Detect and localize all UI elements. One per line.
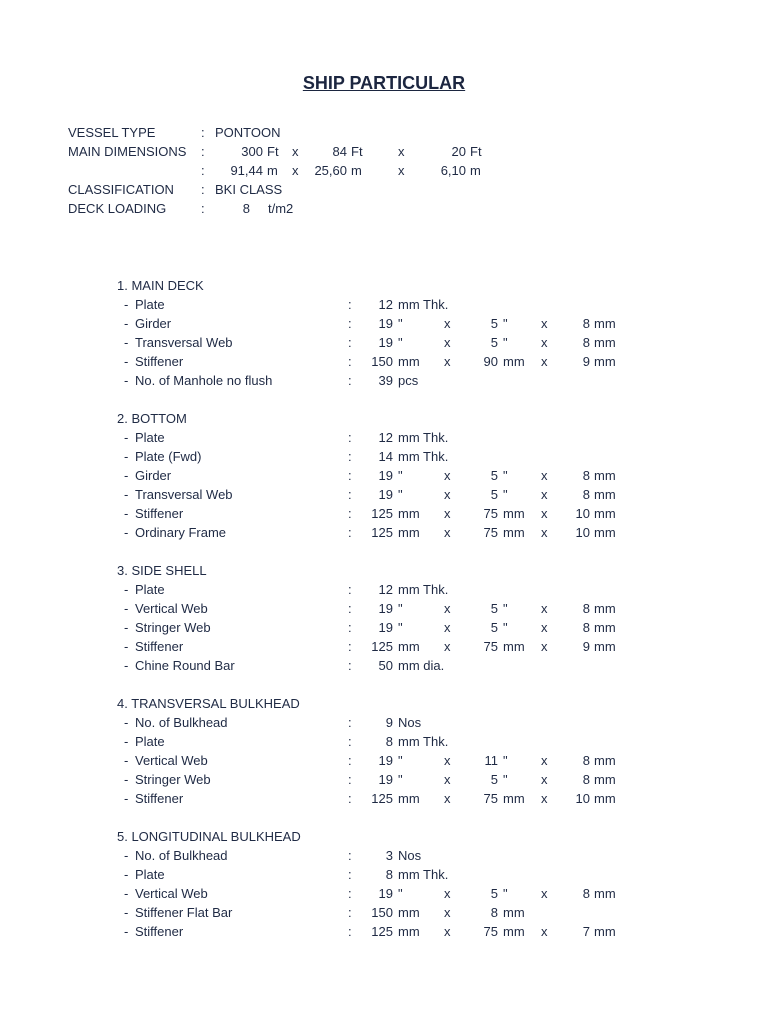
value-1: 19	[378, 601, 393, 616]
unit-1: "	[398, 316, 403, 331]
unit-2: "	[503, 335, 508, 350]
unit-2: "	[503, 468, 508, 483]
times-sign: x	[444, 924, 451, 939]
value-2: 5	[490, 316, 498, 331]
colon: :	[348, 316, 352, 331]
unit-2: mm	[503, 639, 525, 654]
value-2: 5	[490, 772, 498, 787]
row-dash: -	[124, 449, 129, 464]
unit-3: mm	[594, 620, 616, 635]
times-sign: x	[444, 506, 451, 521]
colon: :	[201, 163, 205, 178]
colon: :	[348, 753, 352, 768]
unit-1: "	[398, 601, 403, 616]
dimension-value: 6,10	[440, 163, 466, 178]
section-heading: 5. LONGITUDINAL BULKHEAD	[117, 829, 301, 844]
value-1: 12	[378, 430, 393, 445]
row-label: Stiffener	[135, 354, 184, 369]
colon: :	[201, 182, 205, 197]
value-3: 8	[582, 753, 590, 768]
colon: :	[348, 715, 352, 730]
times-sign: x	[541, 487, 548, 502]
value-2: 5	[490, 335, 498, 350]
times-sign: x	[541, 639, 548, 654]
colon: :	[348, 734, 352, 749]
times-sign: x	[541, 601, 548, 616]
page-title: SHIP PARTICULAR	[302, 73, 466, 93]
section-heading-row	[0, 561, 768, 580]
unit-2: "	[503, 487, 508, 502]
row-label: Plate (Fwd)	[135, 449, 202, 464]
row-dash: -	[124, 658, 129, 673]
row-label: No. of Manhole no flush	[135, 373, 273, 388]
dimension-value: 300	[241, 144, 263, 159]
general-label: VESSEL TYPE	[68, 125, 156, 140]
colon: :	[348, 430, 352, 445]
row-label: Vertical Web	[135, 601, 208, 616]
row-label: Plate	[135, 867, 165, 882]
row-dash: -	[124, 639, 129, 654]
value-1: 9	[385, 715, 393, 730]
row-label: Stringer Web	[135, 772, 211, 787]
row-dash: -	[124, 525, 129, 540]
spec-row	[0, 922, 768, 941]
row-dash: -	[124, 316, 129, 331]
row-dash: -	[124, 772, 129, 787]
spec-row	[0, 656, 768, 675]
colon: :	[348, 449, 352, 464]
times-sign: x	[444, 487, 451, 502]
row-dash: -	[124, 620, 129, 635]
value-3: 9	[582, 354, 590, 369]
value-1: 125	[371, 525, 393, 540]
unit-3: mm	[594, 354, 616, 369]
value-3: 8	[582, 487, 590, 502]
unit-3: mm	[594, 487, 616, 502]
times-sign: x	[444, 753, 451, 768]
row-dash: -	[124, 468, 129, 483]
unit-1: mm	[398, 506, 420, 521]
section-heading: 2. BOTTOM	[117, 411, 187, 426]
dimension-unit: m	[267, 163, 278, 178]
value-3: 8	[582, 620, 590, 635]
value-3: 8	[582, 316, 590, 331]
value-3: 8	[582, 335, 590, 350]
colon: :	[348, 772, 352, 787]
value-2: 5	[490, 886, 498, 901]
value-2: 75	[483, 639, 498, 654]
value-2: 75	[483, 924, 498, 939]
unit-3: mm	[594, 924, 616, 939]
spec-section	[0, 409, 768, 542]
dimension-value: 20	[451, 144, 466, 159]
times-sign: x	[444, 601, 451, 616]
unit-1: mm Thk.	[398, 297, 449, 312]
colon: :	[348, 905, 352, 920]
unit-1: Nos	[398, 715, 422, 730]
dimension-value: 91,44	[230, 163, 263, 178]
dimension-value: 25,60	[314, 163, 347, 178]
colon: :	[348, 487, 352, 502]
dimension-value: 84	[332, 144, 347, 159]
unit-2: "	[503, 886, 508, 901]
spec-row	[0, 884, 768, 903]
unit-1: mm dia.	[398, 658, 445, 673]
row-dash: -	[124, 582, 129, 597]
unit-3: mm	[594, 886, 616, 901]
dimension-unit: Ft	[267, 144, 279, 159]
spec-section	[0, 276, 768, 390]
unit-2: mm	[503, 354, 525, 369]
value-1: 19	[378, 772, 393, 787]
spec-row	[0, 637, 768, 656]
unit-1: mm Thk.	[398, 430, 449, 445]
general-value: PONTOON	[215, 125, 281, 140]
spec-row	[0, 485, 768, 504]
dimension-unit: Ft	[351, 144, 363, 159]
value-2: 75	[483, 525, 498, 540]
unit-2: "	[503, 316, 508, 331]
spec-row	[0, 314, 768, 333]
times-sign: x	[444, 335, 451, 350]
unit-2: "	[503, 620, 508, 635]
times-sign: x	[541, 354, 548, 369]
times-sign: x	[398, 163, 405, 178]
value-3: 10	[575, 506, 590, 521]
colon: :	[348, 297, 352, 312]
row-label: Stiffener	[135, 924, 184, 939]
row-dash: -	[124, 335, 129, 350]
value-3: 10	[575, 525, 590, 540]
unit-2: mm	[503, 791, 525, 806]
times-sign: x	[541, 772, 548, 787]
times-sign: x	[541, 620, 548, 635]
spec-section	[0, 694, 768, 808]
colon: :	[348, 525, 352, 540]
colon: :	[348, 335, 352, 350]
unit-1: "	[398, 886, 403, 901]
row-dash: -	[124, 924, 129, 939]
unit-1: mm Thk.	[398, 582, 449, 597]
row-label: Plate	[135, 582, 165, 597]
row-label: No. of Bulkhead	[135, 715, 228, 730]
spec-row	[0, 447, 768, 466]
row-dash: -	[124, 867, 129, 882]
spec-row	[0, 751, 768, 770]
general-label: MAIN DIMENSIONS	[68, 144, 187, 159]
spec-row	[0, 352, 768, 371]
row-label: Stiffener	[135, 791, 184, 806]
unit-1: "	[398, 487, 403, 502]
value-1: 150	[371, 354, 393, 369]
value-1: 50	[378, 658, 393, 673]
colon: :	[348, 886, 352, 901]
row-label: Transversal Web	[135, 487, 233, 502]
spec-row	[0, 523, 768, 542]
times-sign: x	[292, 163, 299, 178]
row-label: Girder	[135, 316, 172, 331]
unit-1: "	[398, 468, 403, 483]
times-sign: x	[541, 525, 548, 540]
value-3: 8	[582, 601, 590, 616]
colon: :	[348, 582, 352, 597]
spec-row	[0, 580, 768, 599]
colon: :	[201, 144, 205, 159]
spec-row	[0, 295, 768, 314]
spec-row	[0, 371, 768, 390]
colon: :	[348, 601, 352, 616]
times-sign: x	[444, 468, 451, 483]
spec-row	[0, 428, 768, 447]
row-label: Chine Round Bar	[135, 658, 235, 673]
times-sign: x	[541, 886, 548, 901]
spec-row	[0, 846, 768, 865]
value-1: 19	[378, 487, 393, 502]
colon: :	[348, 354, 352, 369]
spec-row	[0, 770, 768, 789]
unit-1: mm Thk.	[398, 449, 449, 464]
times-sign: x	[444, 772, 451, 787]
value-1: 125	[371, 791, 393, 806]
times-sign: x	[444, 316, 451, 331]
colon: :	[201, 201, 205, 216]
times-sign: x	[541, 791, 548, 806]
colon: :	[348, 658, 352, 673]
row-label: Stringer Web	[135, 620, 211, 635]
dimension-unit: Ft	[470, 144, 482, 159]
value-2: 75	[483, 506, 498, 521]
times-sign: x	[541, 506, 548, 521]
unit-2: mm	[503, 506, 525, 521]
unit-2: "	[503, 753, 508, 768]
times-sign: x	[444, 905, 451, 920]
times-sign: x	[444, 791, 451, 806]
row-label: Stiffener	[135, 639, 184, 654]
unit-1: mm	[398, 354, 420, 369]
row-label: Vertical Web	[135, 886, 208, 901]
value-2: 5	[490, 620, 498, 635]
colon: :	[201, 125, 205, 140]
value-1: 12	[378, 297, 393, 312]
colon: :	[348, 373, 352, 388]
spec-section	[0, 561, 768, 675]
general-unit: t/m2	[268, 201, 294, 216]
value-1: 8	[385, 734, 393, 749]
times-sign: x	[541, 753, 548, 768]
times-sign: x	[444, 886, 451, 901]
spec-section	[0, 827, 768, 941]
unit-3: mm	[594, 506, 616, 521]
value-1: 19	[378, 335, 393, 350]
row-dash: -	[124, 601, 129, 616]
colon: :	[348, 639, 352, 654]
row-dash: -	[124, 753, 129, 768]
row-dash: -	[124, 715, 129, 730]
section-heading-row	[0, 276, 768, 295]
unit-2: mm	[503, 525, 525, 540]
spec-row	[0, 713, 768, 732]
times-sign: x	[541, 335, 548, 350]
section-heading-row	[0, 827, 768, 846]
row-dash: -	[124, 487, 129, 502]
value-2: 5	[490, 601, 498, 616]
times-sign: x	[398, 144, 405, 159]
row-label: Plate	[135, 734, 165, 749]
row-label: Transversal Web	[135, 335, 233, 350]
row-dash: -	[124, 430, 129, 445]
spec-row	[0, 732, 768, 751]
unit-3: mm	[594, 335, 616, 350]
times-sign: x	[541, 316, 548, 331]
value-3: 7	[582, 924, 590, 939]
unit-3: mm	[594, 468, 616, 483]
value-3: 8	[582, 772, 590, 787]
row-dash: -	[124, 791, 129, 806]
spec-row	[0, 333, 768, 352]
value-1: 12	[378, 582, 393, 597]
row-label: Ordinary Frame	[135, 525, 227, 540]
unit-1: mm	[398, 525, 420, 540]
spec-row	[0, 504, 768, 523]
value-1: 19	[378, 886, 393, 901]
unit-1: mm	[398, 905, 420, 920]
colon: :	[348, 791, 352, 806]
value-1: 125	[371, 506, 393, 521]
value-1: 125	[371, 639, 393, 654]
row-dash: -	[124, 905, 129, 920]
value-1: 8	[385, 867, 393, 882]
value-1: 150	[371, 905, 393, 920]
unit-1: mm Thk.	[398, 867, 449, 882]
spec-row	[0, 599, 768, 618]
section-heading: 1. MAIN DECK	[117, 278, 204, 293]
row-label: No. of Bulkhead	[135, 848, 228, 863]
unit-1: pcs	[398, 373, 419, 388]
value-2: 90	[483, 354, 498, 369]
value-1: 19	[378, 316, 393, 331]
colon: :	[348, 924, 352, 939]
unit-2: "	[503, 601, 508, 616]
unit-1: mm	[398, 639, 420, 654]
value-1: 19	[378, 468, 393, 483]
spec-sections	[0, 276, 768, 960]
unit-3: mm	[594, 772, 616, 787]
spec-row	[0, 466, 768, 485]
value-1: 125	[371, 924, 393, 939]
spec-row	[0, 865, 768, 884]
row-label: Stiffener Flat Bar	[135, 905, 233, 920]
unit-3: mm	[594, 753, 616, 768]
value-1: 39	[378, 373, 393, 388]
value-2: 11	[484, 753, 498, 768]
section-heading: 4. TRANSVERSAL BULKHEAD	[117, 696, 300, 711]
row-dash: -	[124, 297, 129, 312]
section-heading: 3. SIDE SHELL	[117, 563, 207, 578]
row-dash: -	[124, 354, 129, 369]
value-1: 19	[378, 620, 393, 635]
value-3: 8	[582, 886, 590, 901]
row-dash: -	[124, 848, 129, 863]
value-1: 19	[378, 753, 393, 768]
row-label: Vertical Web	[135, 753, 208, 768]
value-3: 8	[582, 468, 590, 483]
general-label: DECK LOADING	[68, 201, 167, 216]
general-value: BKI CLASS	[215, 182, 283, 197]
times-sign: x	[541, 924, 548, 939]
unit-2: mm	[503, 905, 525, 920]
value-2: 5	[490, 487, 498, 502]
dimension-unit: m	[351, 163, 362, 178]
row-label: Stiffener	[135, 506, 184, 521]
spec-row	[0, 789, 768, 808]
row-label: Plate	[135, 297, 165, 312]
row-dash: -	[124, 886, 129, 901]
colon: :	[348, 848, 352, 863]
value-3: 10	[575, 791, 590, 806]
value-1: 14	[378, 449, 393, 464]
unit-3: mm	[594, 791, 616, 806]
value-2: 8	[490, 905, 498, 920]
value-3: 9	[582, 639, 590, 654]
spec-row	[0, 903, 768, 922]
times-sign: x	[444, 639, 451, 654]
times-sign: x	[541, 468, 548, 483]
unit-1: Nos	[398, 848, 422, 863]
unit-3: mm	[594, 316, 616, 331]
colon: :	[348, 468, 352, 483]
times-sign: x	[444, 620, 451, 635]
unit-1: "	[398, 620, 403, 635]
unit-1: mm	[398, 924, 420, 939]
times-sign: x	[444, 525, 451, 540]
spec-row	[0, 618, 768, 637]
unit-1: mm	[398, 791, 420, 806]
unit-1: "	[398, 335, 403, 350]
general-value: 8	[242, 201, 250, 216]
unit-3: mm	[594, 525, 616, 540]
row-dash: -	[124, 373, 129, 388]
unit-2: mm	[503, 924, 525, 939]
colon: :	[348, 506, 352, 521]
unit-1: mm Thk.	[398, 734, 449, 749]
row-dash: -	[124, 734, 129, 749]
colon: :	[348, 620, 352, 635]
general-label: CLASSIFICATION	[68, 182, 174, 197]
unit-3: mm	[594, 639, 616, 654]
times-sign: x	[292, 144, 299, 159]
times-sign: x	[444, 354, 451, 369]
section-heading-row	[0, 694, 768, 713]
unit-2: "	[503, 772, 508, 787]
row-dash: -	[124, 506, 129, 521]
unit-3: mm	[594, 601, 616, 616]
dimension-unit: m	[470, 163, 481, 178]
value-1: 3	[385, 848, 393, 863]
row-label: Girder	[135, 468, 172, 483]
unit-1: "	[398, 772, 403, 787]
section-heading-row	[0, 409, 768, 428]
value-2: 5	[490, 468, 498, 483]
unit-1: "	[398, 753, 403, 768]
row-label: Plate	[135, 430, 165, 445]
colon: :	[348, 867, 352, 882]
value-2: 75	[483, 791, 498, 806]
